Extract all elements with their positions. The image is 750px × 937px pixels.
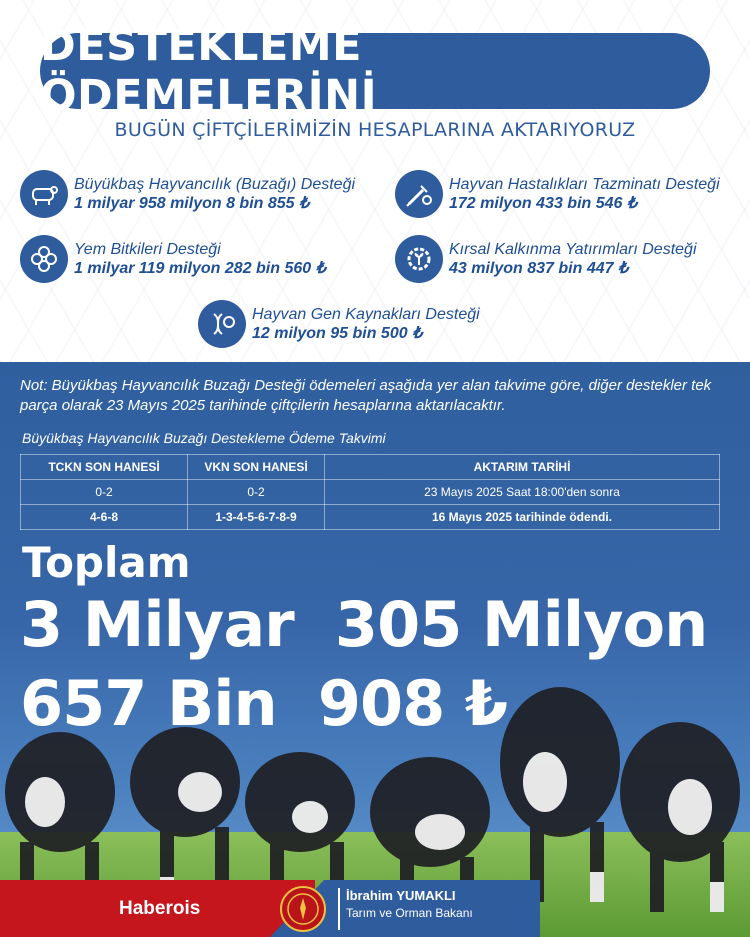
support-name: Kırsal Kalkınma Yatırımları Desteği bbox=[449, 240, 697, 258]
support-item bbox=[198, 300, 480, 348]
support-item bbox=[395, 170, 720, 218]
column-header: VKN SON HANESİ bbox=[188, 455, 325, 480]
source-label: Haberois bbox=[119, 897, 201, 919]
support-item bbox=[20, 170, 355, 218]
table-row bbox=[21, 480, 720, 505]
schedule-title: Büyükbaş Hayvancılık Buzağı Destekleme Ödeme Takvimi bbox=[22, 430, 386, 446]
dna-cow-icon bbox=[198, 300, 246, 348]
support-name: Hayvan Gen Kaynakları Desteği bbox=[252, 305, 480, 323]
total-label: Toplam bbox=[22, 538, 191, 587]
note-text: Not: Büyükbaş Hayvancılık Buzağı Desteği ödemeleri aşağıda yer alan takvime göre, diğer destekler tek parça olarak 23 Mayıs 2025 tarihinde çiftçilerin hesaplarına aktarılacaktır. bbox=[20, 377, 712, 415]
table-cell: 4-6-8 bbox=[21, 505, 188, 530]
page-title: DESTEKLEME ÖDEMELERİNİ bbox=[40, 21, 378, 121]
minister-title: Tarım ve Orman Bakanı bbox=[346, 906, 473, 920]
table-cell: 1-3-4-5-6-7-8-9 bbox=[188, 505, 325, 530]
column-header: AKTARIM TARİHİ bbox=[325, 455, 720, 480]
table-cell: 23 Mayıs 2025 Saat 18:00'den sonra bbox=[325, 480, 720, 505]
column-header: TCKN SON HANESİ bbox=[21, 455, 188, 480]
syringe-cow-icon bbox=[395, 170, 443, 218]
schedule-table bbox=[20, 454, 720, 530]
support-name: Hayvan Hastalıkları Tazminatı Desteği bbox=[449, 175, 720, 193]
support-amount: 1 milyar 958 milyon 8 bin 855 ₺ bbox=[74, 195, 310, 212]
support-amount: 12 milyon 95 bin 500 ₺ bbox=[252, 325, 423, 342]
table-row bbox=[21, 505, 720, 530]
total-amount-line2: 657 Bin 908 ₺ bbox=[20, 667, 507, 740]
table-cell: 0-2 bbox=[188, 480, 325, 505]
support-amount: 1 milyar 119 milyon 282 bin 560 ₺ bbox=[74, 260, 326, 277]
ministry-seal-icon bbox=[278, 884, 328, 934]
cattle-calf-icon bbox=[20, 170, 68, 218]
header-section bbox=[0, 0, 750, 362]
footer-divider bbox=[338, 888, 340, 930]
summary-section bbox=[0, 362, 750, 937]
clover-icon bbox=[20, 235, 68, 283]
total-amount-line1: 3 Milyar 305 Milyon bbox=[20, 588, 708, 661]
support-item bbox=[395, 235, 697, 283]
table-cell: 16 Mayıs 2025 tarihinde ödendi. bbox=[325, 505, 720, 530]
support-item bbox=[20, 235, 326, 283]
table-cell: 0-2 bbox=[21, 480, 188, 505]
support-amount: 172 milyon 433 bin 546 ₺ bbox=[449, 195, 638, 212]
page-subtitle: BUGÜN ÇİFTÇİLERİMİZİN HESAPLARINA AKTARIYORUZ bbox=[114, 119, 636, 141]
source-banner bbox=[0, 880, 315, 937]
table-header-row bbox=[21, 455, 720, 480]
support-name: Yem Bitkileri Desteği bbox=[74, 240, 221, 258]
support-name: Büyükbaş Hayvancılık (Buzağı) Desteği bbox=[74, 175, 356, 193]
headline-banner bbox=[40, 21, 710, 121]
gear-sprout-icon bbox=[395, 235, 443, 283]
support-amount: 43 milyon 837 bin 447 ₺ bbox=[449, 260, 629, 277]
minister-name: İbrahim YUMAKLI bbox=[346, 888, 456, 903]
